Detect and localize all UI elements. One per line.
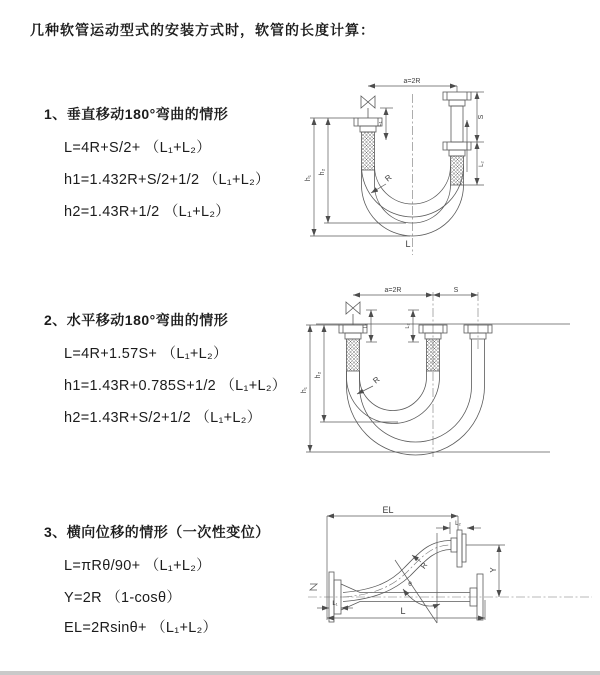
label-l: L	[405, 239, 411, 249]
valve-icon	[346, 302, 360, 325]
label-s: S	[453, 287, 459, 294]
dim-width-a2r	[368, 86, 457, 92]
section1-formula-h1: h1=1.432R+S/2+1/2 （L₁+L₂）	[64, 172, 270, 188]
label-h1: h₁	[301, 386, 308, 394]
page-title: 几种软管运动型式的安装方式时，软管的长度计算：	[30, 22, 375, 38]
dim-l	[327, 600, 485, 620]
section3-formula-L: L=πRθ/90+ （L₁+L₂）	[64, 558, 211, 574]
label-theta: θ	[408, 581, 412, 588]
label-l1: L₁	[332, 601, 338, 607]
dim-h1	[310, 118, 410, 236]
valve-icon	[361, 96, 375, 118]
label-r: R	[383, 172, 394, 184]
centerlines	[316, 292, 570, 457]
label-l2: L₂	[479, 161, 485, 167]
label-a2r: a=2R	[384, 287, 402, 294]
section1-formula-L: L=4R+S/2+ （L₁+L₂）	[64, 140, 212, 156]
radius-leader	[371, 184, 386, 193]
section1-formula-h2: h2=1.43R+1/2 （L₁+L₂）	[64, 204, 231, 220]
section2-formula-h2: h2=1.43R+S/2+1/2 （L₁+L₂）	[64, 410, 262, 426]
section1-heading: 1、垂直移动180°弯曲的情形	[44, 106, 229, 122]
bottom-divider	[0, 671, 600, 675]
label-el: EL	[382, 505, 394, 515]
section2-formula-h1: h1=1.43R+0.785S+1/2 （L₁+L₂）	[64, 378, 287, 394]
centerline-break-mark	[310, 584, 317, 590]
label-l1: L₁	[363, 323, 369, 329]
label-l2: L₂	[455, 521, 461, 527]
diagram-vertical-180-bend	[300, 72, 590, 262]
right-flange-upper	[451, 530, 466, 567]
label-r: R	[371, 374, 382, 386]
label-s: S	[478, 114, 485, 120]
dim-y	[466, 545, 505, 597]
diagram-horizontal-180-bend	[298, 282, 590, 462]
label-l2: L₂	[405, 323, 411, 329]
label-h2: h₂	[319, 168, 326, 176]
label-l: L	[400, 606, 406, 616]
section2-heading: 2、水平移动180°弯曲的情形	[44, 312, 229, 328]
left-flange	[339, 325, 367, 371]
label-y: Y	[489, 567, 498, 573]
section2-formula-L: L=4R+1.57S+ （L₁+L₂）	[64, 346, 228, 362]
section3-formula-EL: EL=2Rsinθ+ （L₁+L₂）	[64, 620, 218, 636]
centerline	[308, 584, 592, 597]
label-l1: L₁	[377, 121, 383, 127]
diagram-lateral-displacement	[300, 500, 600, 650]
section3-heading: 3、横向位移的情形（一次性变位）	[44, 524, 270, 540]
label-h2: h₂	[315, 371, 322, 379]
hose-u-bends	[347, 339, 485, 455]
section3-formula-Y: Y=2R （1-cosθ）	[64, 590, 182, 606]
label-a2r: a=2R	[403, 78, 421, 85]
label-r: R	[418, 560, 430, 571]
label-h1: h₁	[305, 174, 312, 182]
